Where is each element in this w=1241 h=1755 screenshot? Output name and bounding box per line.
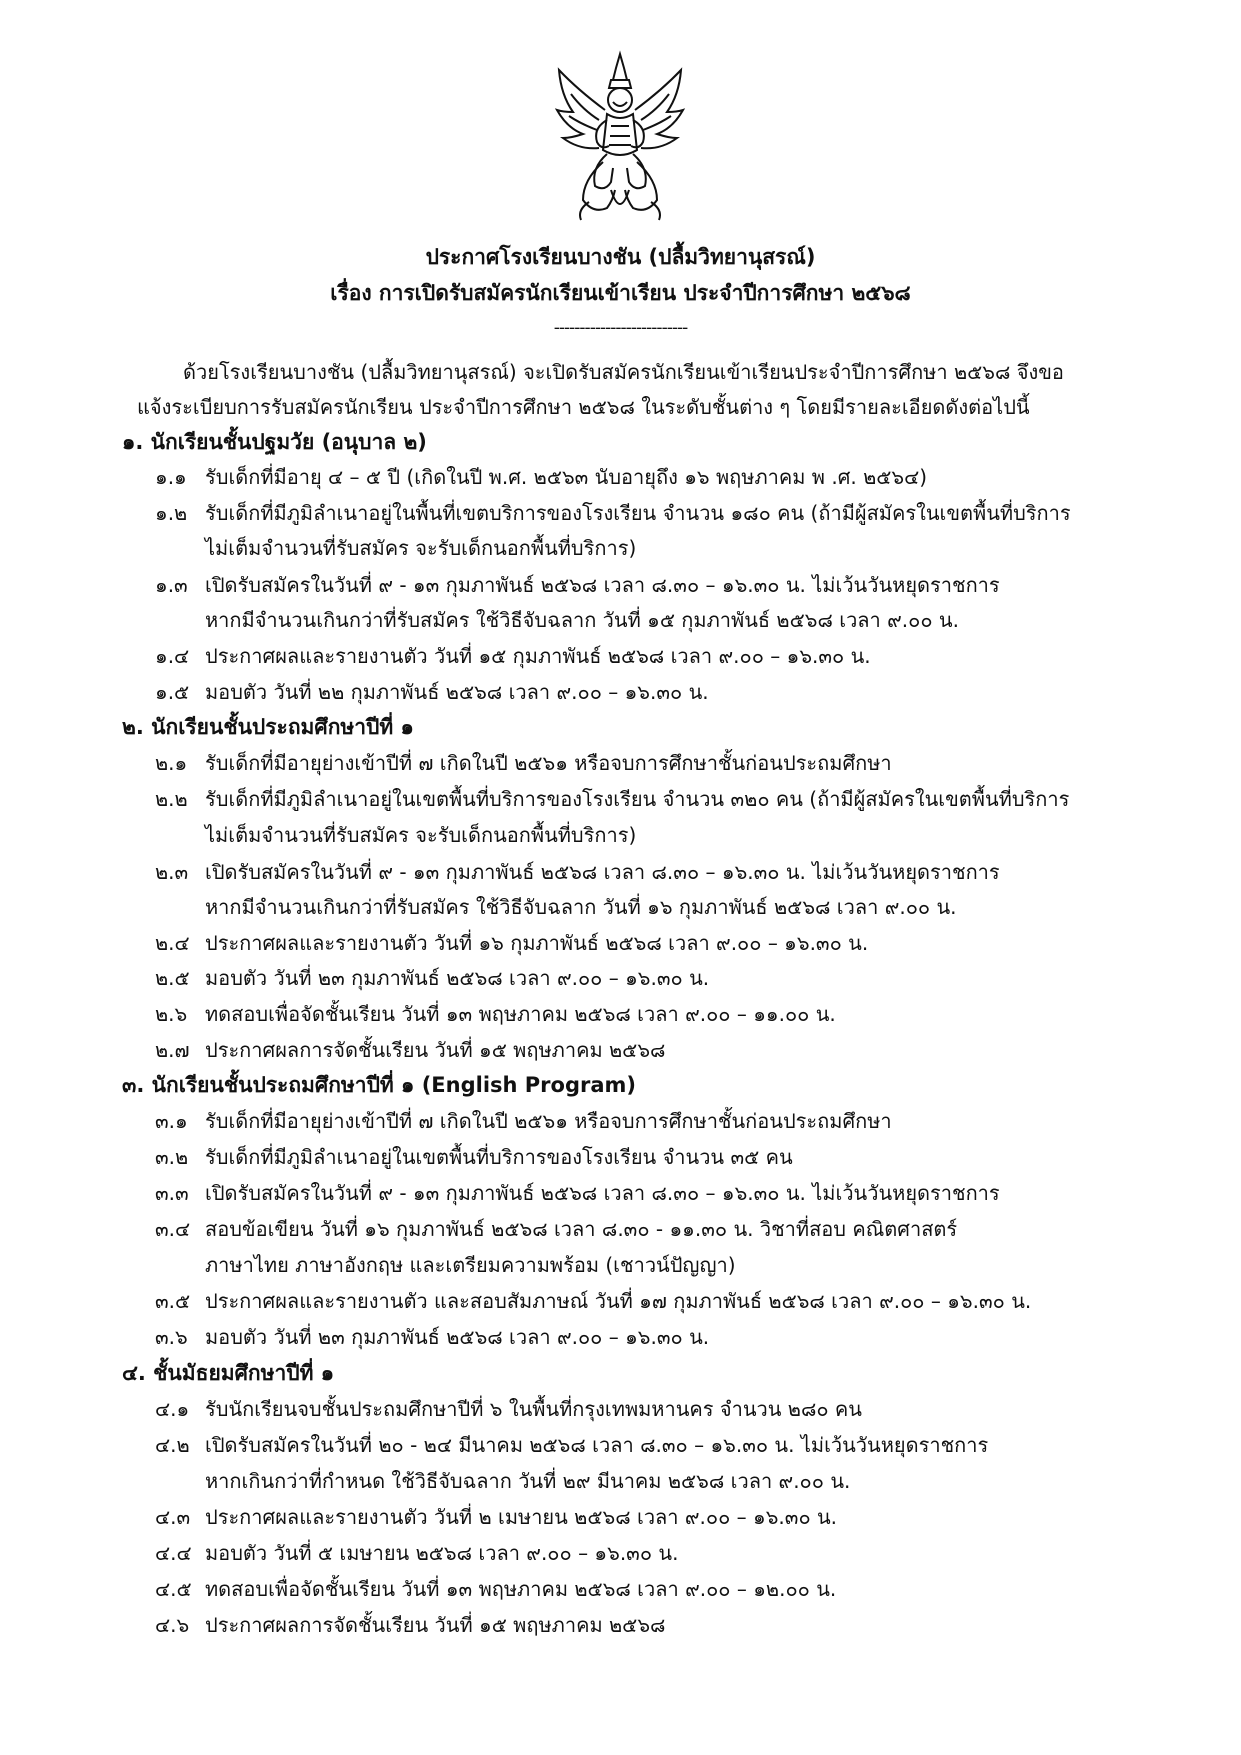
item-continuation: ไม่เต็มจำนวนที่รับสมัคร จะรับเด็กนอกพื้นที่บริการ): [205, 536, 637, 560]
list-item: [155, 1574, 836, 1604]
list-item: [155, 1538, 678, 1568]
list-item: [155, 1178, 1000, 1208]
section-heading: ๓. นักเรียนชั้นประถมศึกษาปีที่ ๑ (English Program): [122, 1073, 636, 1097]
item-text: ทดสอบเพื่อจัดชั้นเรียน วันที่ ๑๓ พฤษภาคม ๒๕๖๘ เวลา ๙.๐๐ – ๑๑.๐๐ น.: [205, 1002, 836, 1026]
list-item: [155, 1286, 1031, 1316]
item-number: ๔.๔: [155, 1541, 192, 1565]
list-item: [155, 1214, 957, 1244]
list-item: [155, 1142, 793, 1172]
item-number: ๑.๑: [155, 465, 187, 489]
list-item: [155, 784, 1069, 814]
section-heading: ๑. นักเรียนชั้นปฐมวัย (อนุบาล ๒): [122, 430, 427, 454]
item-text: รับเด็กที่มีภูมิลำเนาอยู่ในเขตพื้นที่บริการของโรงเรียน จำนวน ๓๕ คน: [205, 1145, 793, 1169]
item-text: มอบตัว วันที่ ๒๓ กุมภาพันธ์ ๒๕๖๘ เวลา ๙.๐๐ – ๑๖.๓๐ น.: [205, 966, 710, 990]
item-number: ๓.๑: [155, 1109, 188, 1133]
item-text: ประกาศผลและรายงานตัว วันที่ ๑๖ กุมภาพันธ์ ๒๕๖๘ เวลา ๙.๐๐ – ๑๖.๓๐ น.: [205, 931, 869, 955]
item-text: เปิดรับสมัครในวันที่ ๙ - ๑๓ กุมภาพันธ์ ๒๕๖๘ เวลา ๘.๓๐ – ๑๖.๓๐ น. ไม่เว้นวันหยุดราชการ: [205, 1181, 1000, 1205]
list-item: [155, 1322, 709, 1352]
intro-line-1: ด้วยโรงเรียนบางชัน (ปลื้มวิทยานุสรณ์) จะเปิดรับสมัครนักเรียนเข้าเรียนประจำปีการศึกษา ๒๕๖๘ จึงขอ: [183, 360, 1064, 384]
item-continuation: ภาษาไทย ภาษาอังกฤษ และเตรียมความพร้อม (เชาวน์ปัญญา): [205, 1253, 736, 1277]
announcement-title: ประกาศโรงเรียนบางชัน (ปลื้มวิทยานุสรณ์): [425, 245, 816, 269]
item-number: ๓.๒: [155, 1145, 189, 1169]
item-text: มอบตัว วันที่ ๒๓ กุมภาพันธ์ ๒๕๖๘ เวลา ๙.๐๐ – ๑๖.๓๐ น.: [205, 1325, 710, 1349]
list-item: [155, 1035, 665, 1065]
item-text: รับเด็กที่มีอายุย่างเข้าปีที่ ๗ เกิดในปี ๒๕๖๑ หรือจบการศึกษาชั้นก่อนประถมศึกษา: [205, 1109, 892, 1133]
item-number: ๒.๑: [155, 751, 188, 775]
list-item: [155, 857, 1000, 887]
list-item: [155, 677, 709, 707]
section-heading: ๔. ชั้นมัธยมศึกษาปีที่ ๑: [122, 1361, 335, 1385]
list-item: [155, 1502, 837, 1532]
item-text: ประกาศผลและรายงานตัว วันที่ ๑๕ กุมภาพันธ์ ๒๕๖๘ เวลา ๙.๐๐ – ๑๖.๓๐ น.: [205, 644, 871, 668]
item-number: ๑.๔: [155, 644, 190, 668]
item-text: สอบข้อเขียน วันที่ ๑๖ กุมภาพันธ์ ๒๕๖๘ เวลา ๘.๓๐ - ๑๑.๓๐ น. วิชาที่สอบ คณิตศาสตร์: [205, 1217, 958, 1241]
item-text: เปิดรับสมัครในวันที่ ๒๐ - ๒๔ มีนาคม ๒๕๖๘ เวลา ๘.๓๐ – ๑๖.๓๐ น. ไม่เว้นวันหยุดราชการ: [205, 1433, 989, 1457]
item-number: ๓.๕: [155, 1289, 191, 1313]
item-number: ๑.๕: [155, 680, 190, 704]
item-text: ประกาศผลและรายงานตัว และสอบสัมภาษณ์ วันที่ ๑๗ กุมภาพันธ์ ๒๕๖๘ เวลา ๙.๐๐ – ๑๖.๓๐ น.: [205, 1289, 1032, 1313]
list-item: [155, 999, 836, 1029]
list-item: [155, 1106, 892, 1136]
item-number: ๓.๔: [155, 1217, 191, 1241]
list-item: [155, 928, 868, 958]
list-item: [155, 1394, 862, 1424]
item-text: รับนักเรียนจบชั้นประถมศึกษาปีที่ ๖ ในพื้นที่กรุงเทพมหานคร จำนวน ๒๘๐ คน: [205, 1397, 862, 1421]
item-text: รับเด็กที่มีภูมิลำเนาอยู่ในพื้นที่เขตบริการของโรงเรียน จำนวน ๑๘๐ คน (ถ้ามีผู้สมัครในเขตพื้นที่บริการ: [205, 501, 1071, 525]
item-number: ๓.๓: [155, 1181, 189, 1205]
item-text: เปิดรับสมัครในวันที่ ๙ - ๑๓ กุมภาพันธ์ ๒๕๖๘ เวลา ๘.๓๐ – ๑๖.๓๐ น. ไม่เว้นวันหยุดราชการ: [205, 573, 1000, 597]
item-continuation: หากมีจำนวนเกินกว่าที่รับสมัคร ใช้วิธีจับฉลาก วันที่ ๑๕ กุมภาพันธ์ ๒๕๖๘ เวลา ๙.๐๐ น.: [205, 608, 959, 632]
section-heading: ๒. นักเรียนชั้นประถมศึกษาปีที่ ๑: [122, 715, 414, 739]
item-number: ๒.๗: [155, 1038, 190, 1062]
list-item: [155, 1610, 665, 1640]
item-number: ๔.๑: [155, 1397, 190, 1421]
item-continuation: หากมีจำนวนเกินกว่าที่รับสมัคร ใช้วิธีจับฉลาก วันที่ ๑๖ กุมภาพันธ์ ๒๕๖๘ เวลา ๙.๐๐ น.: [205, 895, 957, 919]
item-text: มอบตัว วันที่ ๒๒ กุมภาพันธ์ ๒๕๖๘ เวลา ๙.๐๐ – ๑๖.๓๐ น.: [205, 680, 709, 704]
item-text: ประกาศผลการจัดชั้นเรียน วันที่ ๑๕ พฤษภาคม ๒๕๖๘: [205, 1038, 666, 1062]
item-text: ทดสอบเพื่อจัดชั้นเรียน วันที่ ๑๓ พฤษภาคม ๒๕๖๘ เวลา ๙.๐๐ – ๑๒.๐๐ น.: [205, 1577, 837, 1601]
item-number: ๔.๕: [155, 1577, 192, 1601]
item-number: ๒.๓: [155, 860, 189, 884]
list-item: [155, 462, 927, 492]
intro-line-2: แจ้งระเบียบการรับสมัครนักเรียน ประจำปีการศึกษา ๒๕๖๘ ในระดับชั้นต่าง ๆ โดยมีรายละเอียดดังต่อไปนี้: [137, 395, 1030, 419]
item-number: ๑.๓: [155, 573, 188, 597]
item-continuation: หากเกินกว่าที่กำหนด ใช้วิธีจับฉลาก วันที่ ๒๙ มีนาคม ๒๕๖๘ เวลา ๙.๐๐ น.: [205, 1469, 851, 1493]
list-item: [155, 570, 1000, 600]
item-number: ๔.๓: [155, 1505, 191, 1529]
item-continuation: ไม่เต็มจำนวนที่รับสมัคร จะรับเด็กนอกพื้นที่บริการ): [205, 823, 637, 847]
item-number: ๒.๕: [155, 966, 190, 990]
list-item: [155, 748, 892, 778]
item-text: เปิดรับสมัครในวันที่ ๙ - ๑๓ กุมภาพันธ์ ๒๕๖๘ เวลา ๘.๓๐ – ๑๖.๓๐ น. ไม่เว้นวันหยุดราชการ: [205, 860, 1000, 884]
item-number: ๔.๒: [155, 1433, 190, 1457]
item-text: รับเด็กที่มีอายุ ๔ – ๕ ปี (เกิดในปี พ.ศ. ๒๕๖๓ นับอายุถึง ๑๖ พฤษภาคม พ .ศ. ๒๕๖๔): [205, 465, 928, 489]
list-item: [155, 498, 1071, 528]
announcement-subject: เรื่อง การเปิดรับสมัครนักเรียนเข้าเรียน ประจำปีการศึกษา ๒๕๖๘: [330, 281, 911, 305]
list-item: [155, 641, 871, 671]
title-separator: --------------------------: [553, 318, 688, 338]
item-text: ประกาศผลและรายงานตัว วันที่ ๒ เมษายน ๒๕๖๘ เวลา ๙.๐๐ – ๑๖.๓๐ น.: [205, 1505, 838, 1529]
item-text: รับเด็กที่มีอายุย่างเข้าปีที่ ๗ เกิดในปี ๒๕๖๑ หรือจบการศึกษาชั้นก่อนประถมศึกษา: [205, 751, 892, 775]
item-text: ประกาศผลการจัดชั้นเรียน วันที่ ๑๕ พฤษภาคม ๒๕๖๘: [205, 1613, 666, 1637]
item-number: ๑.๒: [155, 501, 188, 525]
item-text: รับเด็กที่มีภูมิลำเนาอยู่ในเขตพื้นที่บริการของโรงเรียน จำนวน ๓๒๐ คน (ถ้ามีผู้สมัครในเขตพื้นที่บริการ: [205, 787, 1070, 811]
item-text: มอบตัว วันที่ ๕ เมษายน ๒๕๖๘ เวลา ๙.๐๐ – ๑๖.๓๐ น.: [205, 1541, 679, 1565]
garuda-emblem-icon: [553, 50, 688, 225]
list-item: [155, 1430, 988, 1460]
item-number: ๓.๖: [155, 1325, 188, 1349]
item-number: ๒.๒: [155, 787, 188, 811]
item-number: ๔.๖: [155, 1613, 190, 1637]
item-number: ๒.๖: [155, 1002, 188, 1026]
item-number: ๒.๔: [155, 931, 190, 955]
list-item: [155, 963, 709, 993]
